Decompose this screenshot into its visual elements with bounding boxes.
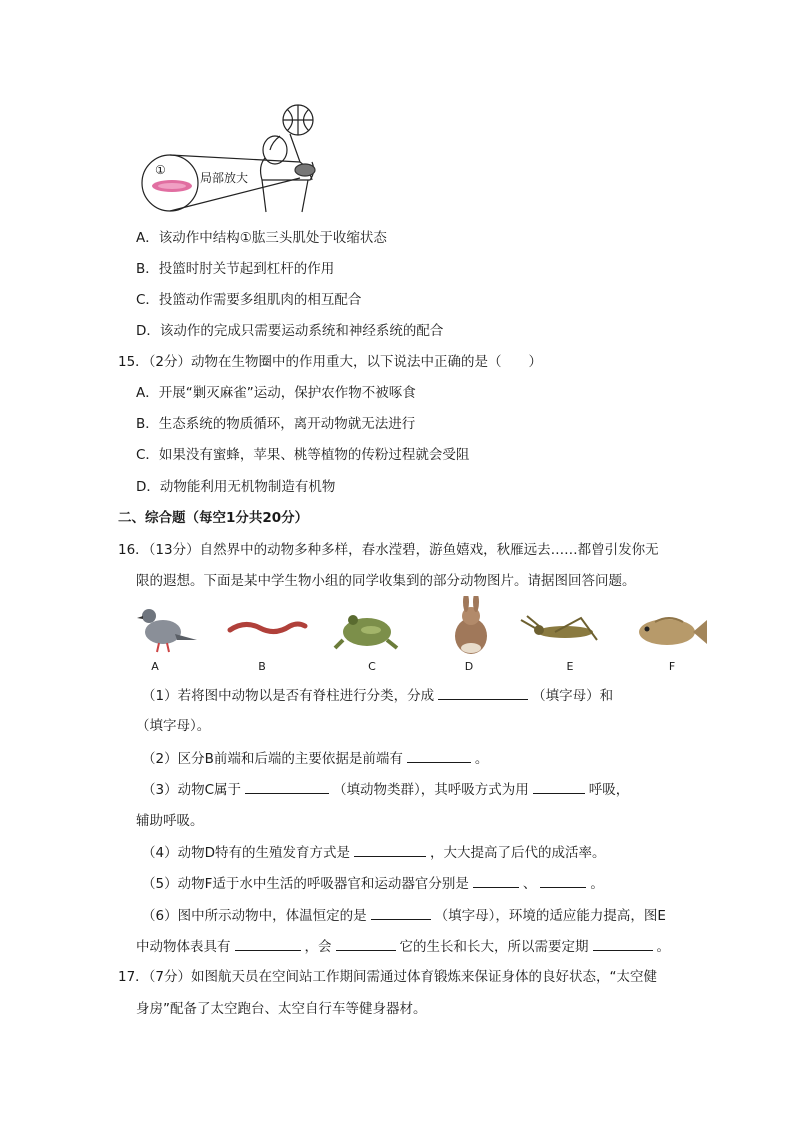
animal-label-f: F xyxy=(668,660,676,673)
answer-blank[interactable] xyxy=(540,873,586,888)
q14-option-b: B．投篮时肘关节起到杠杆的作用 xyxy=(136,261,335,277)
answer-blank[interactable] xyxy=(336,936,396,951)
q16-stem-1: 16．（13分）自然界中的动物多种多样，春水滢碧，游鱼嬉戏，秋雁远去……都曾引发你无 xyxy=(118,542,659,558)
figure-marker: ① xyxy=(155,163,166,177)
q17-stem-1: 17．（7分）如图航天员在空间站工作期间需通过体育锻炼来保证身体的良好状态，“太空健 xyxy=(118,969,658,985)
q16-part-1-cont: （填字母）。 xyxy=(136,718,211,734)
q14-option-c: C．投篮动作需要多组肌肉的相互配合 xyxy=(136,292,362,308)
answer-blank[interactable] xyxy=(245,779,329,794)
q15-option-d: D．动物能利用无机物制造有机物 xyxy=(136,479,336,495)
animal-images xyxy=(135,596,710,658)
animal-label-b: B xyxy=(258,660,266,673)
answer-blank[interactable] xyxy=(438,685,528,700)
q17-stem-2: 身房”配备了太空跑台、太空自行车等健身器材。 xyxy=(136,1001,427,1017)
grasshopper-icon xyxy=(521,616,597,640)
q15-option-c: C．如果没有蜜蜂，苹果、桃等植物的传粉过程就会受阻 xyxy=(136,447,470,463)
section-title: 二、综合题（每空1分共20分） xyxy=(118,510,309,526)
answer-blank[interactable] xyxy=(235,936,301,951)
q15-option-a: A．开展“剿灭麻雀”运动，保护农作物不被啄食 xyxy=(136,385,416,401)
q16-part-6: （6）图中所示动物中，体温恒定的是 （填字母），环境的适应能力提高，图E xyxy=(142,905,666,926)
q16-stem-2: 限的遐想。下面是某中学生物小组的同学收集到的部分动物图片。请据图回答问题。 xyxy=(136,573,636,589)
animal-label-a: A xyxy=(151,660,159,673)
animal-label-e: E xyxy=(566,660,574,673)
frog-icon xyxy=(335,615,397,648)
answer-blank[interactable] xyxy=(593,936,653,951)
rabbit-icon xyxy=(455,596,487,654)
q16-part-3: （3）动物C属于 （填动物类群），其呼吸方式为用 呼吸， xyxy=(142,779,629,800)
animal-label-d: D xyxy=(464,660,474,673)
answer-blank[interactable] xyxy=(354,842,426,857)
q14-option-a: A．该动作中结构①肱三头肌处于收缩状态 xyxy=(136,230,387,246)
answer-blank[interactable] xyxy=(407,748,471,763)
q16-part-4: （4）动物D特有的生殖发育方式是 ，大大提高了后代的成活率。 xyxy=(142,842,605,863)
answer-blank[interactable] xyxy=(473,873,519,888)
arm-muscle xyxy=(295,164,315,176)
q15-option-b: B．生态系统的物质循环，离开动物就无法进行 xyxy=(136,416,416,432)
figure-label: 局部放大 xyxy=(200,171,249,185)
basketball-shooting-figure xyxy=(140,100,340,215)
q14-option-d: D．该动作的完成只需要运动系统和神经系统的配合 xyxy=(136,323,444,339)
q16-part-6-cont: 中动物体表具有 ，会 它的生长和长大，所以需要定期 。 xyxy=(136,936,670,957)
fish-icon xyxy=(639,618,707,645)
answer-blank[interactable] xyxy=(371,905,431,920)
q16-part-2: （2）区分B前端和后端的主要依据是前端有 。 xyxy=(142,748,488,769)
answer-blank[interactable] xyxy=(533,779,585,794)
q16-part-1: （1）若将图中动物以是否有脊柱进行分类，分成 （填字母）和 xyxy=(142,685,613,706)
animal-label-c: C xyxy=(368,660,376,673)
earthworm-icon xyxy=(230,624,305,632)
q16-part-5: （5）动物F适于水中生活的呼吸器官和运动器官分别是 、 。 xyxy=(142,873,604,894)
pigeon-icon xyxy=(137,609,197,652)
q16-part-3-cont: 辅助呼吸。 xyxy=(136,813,204,829)
q15-stem: 15．（2分）动物在生物圈中的作用重大，以下说法中正确的是（ ） xyxy=(118,354,543,370)
